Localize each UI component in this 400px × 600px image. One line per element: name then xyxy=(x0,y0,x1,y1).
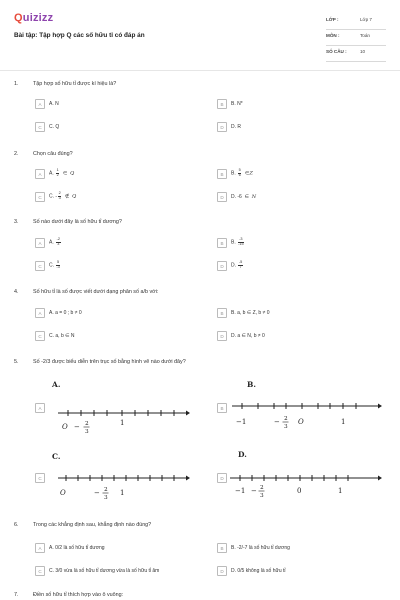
fraction-denominator: -15 xyxy=(238,241,244,246)
option-letter: D xyxy=(217,261,227,271)
option-text: D. 0/5 không là số hữu tỉ xyxy=(231,568,286,574)
option-text xyxy=(231,194,256,200)
meta-label: SỐ CÂU : xyxy=(326,49,347,54)
question-number: 2. xyxy=(14,151,19,157)
fraction-numerator: 2 xyxy=(284,416,288,422)
meta-label: LỚP : xyxy=(326,17,339,22)
option-text xyxy=(231,261,244,270)
one-label: 1 xyxy=(338,487,343,495)
fraction xyxy=(238,169,241,178)
zero-label: O xyxy=(298,418,304,426)
option-letter: C xyxy=(35,261,45,271)
option-letter: C xyxy=(35,473,45,483)
fraction xyxy=(56,169,59,178)
question-text: Số hữu tỉ là số được viết dưới dạng phân số a/b với: xyxy=(33,289,159,295)
fraction xyxy=(58,192,61,201)
option-prefix: B. xyxy=(231,170,236,177)
question-number: 1. xyxy=(14,81,19,87)
number-line-c xyxy=(58,468,188,510)
option-letter: B xyxy=(217,403,227,413)
fraction xyxy=(238,261,242,270)
fraction-denominator: 3 xyxy=(85,429,89,435)
fraction-denominator: 3 xyxy=(57,241,60,246)
option-letter: C xyxy=(35,122,45,132)
relation-symbol: ∈ xyxy=(63,170,68,177)
number-line-b xyxy=(232,398,382,440)
option-letter: B xyxy=(217,169,227,179)
question-number: 4. xyxy=(14,289,19,295)
set-symbol: Z xyxy=(249,170,253,177)
set-symbol: N xyxy=(251,194,257,200)
fraction-numerator: 2 xyxy=(85,421,89,427)
fraction xyxy=(238,238,244,247)
option-prefix: C. xyxy=(49,193,54,200)
question-text: Chọn câu đúng? xyxy=(33,151,73,157)
option-text xyxy=(231,169,253,178)
option-letter: D xyxy=(217,192,227,202)
meta-value: Toán xyxy=(360,33,370,38)
minus-sign: − xyxy=(94,489,100,497)
header-divider xyxy=(0,70,400,71)
set-symbol: Q xyxy=(70,170,75,177)
question-text: Trong các khẳng định sau, khẳng định nào đúng? xyxy=(33,522,152,528)
option-letter: A xyxy=(35,308,45,318)
question-text: Điền số hữu tỉ thích hợp vào ô vuông: xyxy=(33,592,124,598)
option-prefix: A. xyxy=(49,170,54,177)
meta-row-count xyxy=(326,46,386,62)
fraction-denominator: 3 xyxy=(58,195,61,200)
zero-label: O xyxy=(62,423,68,431)
option-text xyxy=(49,261,61,270)
number-line-a xyxy=(58,398,188,440)
option-letter: A xyxy=(35,99,45,109)
zero-label: O xyxy=(60,489,66,497)
fraction-denominator: 2 xyxy=(56,172,59,177)
fraction-denominator: 3 xyxy=(260,493,264,499)
option-text: D. a ∈ N, b ≠ 0 xyxy=(231,333,265,339)
option-letter: D xyxy=(217,566,227,576)
option-text: A. N xyxy=(49,101,59,107)
option-value: -6 xyxy=(237,194,242,200)
fraction-numerator: -2 xyxy=(56,237,61,241)
fraction-denominator: 3 xyxy=(284,424,288,430)
question-text: Tập hợp số hữu tỉ được kí hiệu là? xyxy=(33,81,117,87)
minus-sign: − xyxy=(74,423,80,431)
fraction-numerator: 5 xyxy=(238,168,241,172)
option-letter: B xyxy=(217,238,227,248)
fraction-numerator: 2 xyxy=(104,487,108,493)
option-letter: A xyxy=(35,169,45,179)
option-letter: C xyxy=(35,566,45,576)
fraction-denominator: 3 xyxy=(104,495,108,501)
option-letter: C xyxy=(35,331,45,341)
option-text: B. a, b ∈ Z, b ≠ 0 xyxy=(231,310,270,316)
fraction xyxy=(56,238,60,247)
option-letter: B xyxy=(217,543,227,553)
question-text: Số -2/3 được biểu diễn trên trục số bằng hình vẽ nào dưới đây? xyxy=(33,359,186,365)
fraction-numerator: 1 xyxy=(56,168,59,172)
meta-row-grade xyxy=(326,14,386,30)
option-prefix: B. xyxy=(231,239,236,246)
one-label: 1 xyxy=(120,419,125,427)
figure-label: B. xyxy=(247,380,256,389)
question-number: 5. xyxy=(14,359,19,365)
fraction-denominator: 6 xyxy=(238,172,241,177)
worksheet-meta xyxy=(326,14,386,62)
fraction-numerator: 2 xyxy=(260,485,264,491)
quizizz-logo: Quizizz xyxy=(14,12,54,24)
question-number: 7. xyxy=(14,592,19,598)
option-text: D. R xyxy=(231,124,241,130)
number-line-d xyxy=(230,468,382,510)
option-text xyxy=(49,192,76,201)
meta-label: MÔN : xyxy=(326,33,340,38)
option-letter: D xyxy=(217,122,227,132)
option-prefix: A. xyxy=(49,239,54,246)
set-symbol: Q xyxy=(72,193,77,200)
option-text: C. a, b ∈ N xyxy=(49,333,75,339)
option-prefix: D. xyxy=(231,194,236,200)
option-letter: D xyxy=(217,331,227,341)
option-letter: A xyxy=(35,238,45,248)
option-text xyxy=(231,238,245,247)
question-number: 3. xyxy=(14,219,19,225)
minus-sign: − xyxy=(274,418,280,426)
fraction-numerator: 2 xyxy=(58,191,61,195)
option-text: A. 0/2 là số hữu tỉ dương xyxy=(49,545,105,551)
fraction-numerator: -3 xyxy=(239,237,243,241)
figure-label: A. xyxy=(52,380,61,389)
option-prefix: C. xyxy=(49,262,54,269)
option-prefix: D. xyxy=(231,262,236,269)
minus-one-label: −1 xyxy=(235,487,246,495)
worksheet-title: Bài tập: Tập hợp Q các số hữu tỉ có đáp án xyxy=(14,32,145,39)
relation-symbol: ∈ xyxy=(245,170,250,177)
one-label: 1 xyxy=(341,418,346,426)
meta-value: Lớp 7 xyxy=(360,17,372,22)
worksheet-header xyxy=(14,12,386,62)
figure-label: D. xyxy=(238,450,247,459)
option-letter: C xyxy=(35,192,45,202)
relation-symbol: ∈ xyxy=(244,194,249,200)
question-number: 6. xyxy=(14,522,19,528)
option-text xyxy=(49,238,62,247)
figure-label: C. xyxy=(52,452,61,461)
fraction-denominator: -3 xyxy=(56,264,60,269)
option-text: B. -2/-7 là số hữu tỉ dương xyxy=(231,545,290,551)
option-text: A. a = 0 ; b ≠ 0 xyxy=(49,310,82,316)
question-text: Số nào dưới đây là số hữu tỉ dương? xyxy=(33,219,122,225)
fraction-numerator: 5 xyxy=(57,260,60,264)
fraction-denominator: 7 xyxy=(239,264,242,269)
fraction xyxy=(56,261,59,270)
option-letter: D xyxy=(217,473,227,483)
relation-symbol: ∉ xyxy=(64,193,70,200)
minus-sign: − xyxy=(251,487,257,495)
option-letter: B xyxy=(217,99,227,109)
meta-value: 10 xyxy=(360,49,366,54)
option-text: C. 3/0 vừa là số hữu tỉ dương vừa là số hữu tỉ âm xyxy=(49,568,160,574)
minus-sign: - xyxy=(55,193,58,200)
fraction-numerator: -5 xyxy=(238,260,243,264)
option-letter: B xyxy=(217,308,227,318)
meta-row-subject xyxy=(326,30,386,46)
zero-label: 0 xyxy=(297,487,302,495)
one-label: 1 xyxy=(120,489,125,497)
option-letter: A xyxy=(35,543,45,553)
option-letter: A xyxy=(35,403,45,413)
minus-one-label: −1 xyxy=(236,418,247,426)
option-text xyxy=(49,169,74,178)
option-text: C. Q xyxy=(49,124,60,130)
option-text: B. N* xyxy=(231,101,243,107)
